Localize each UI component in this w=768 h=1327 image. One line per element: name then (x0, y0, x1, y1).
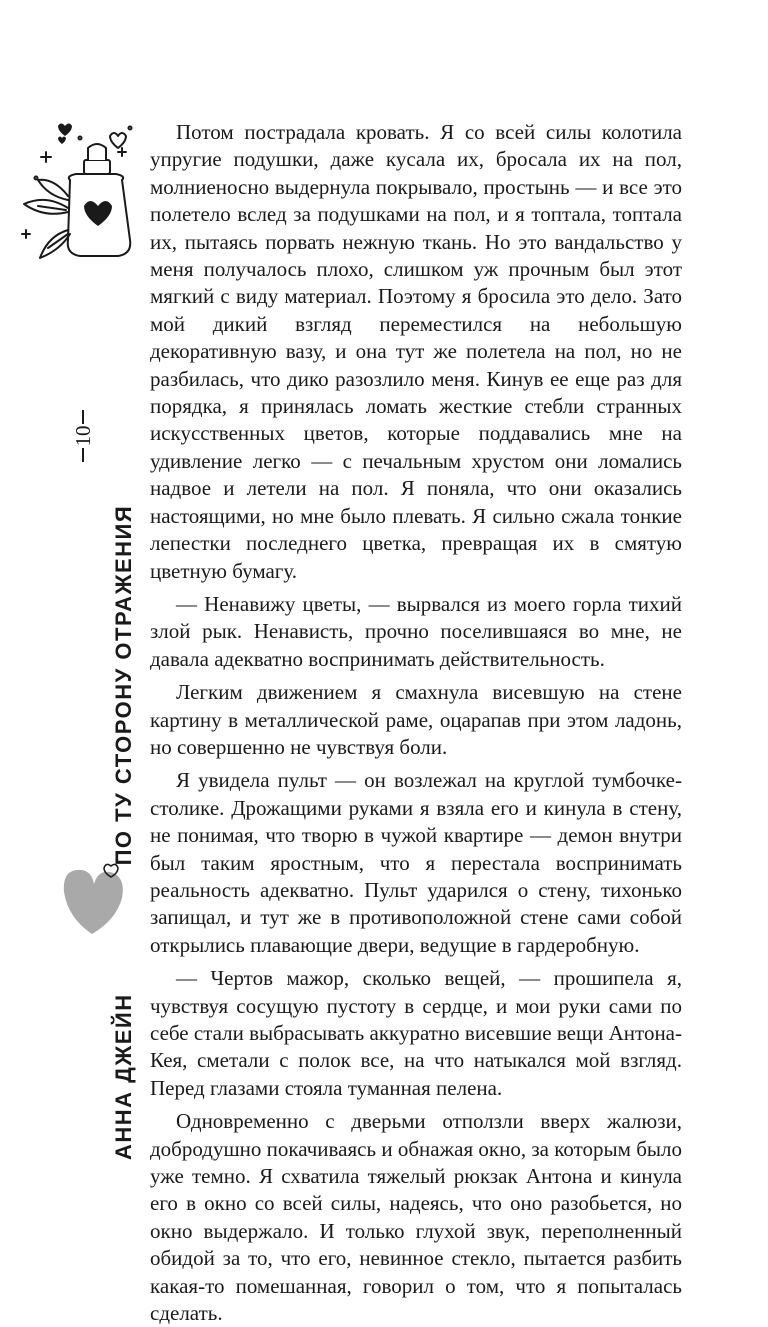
page-number (66, 410, 102, 462)
page-number-bottom-rule (82, 448, 84, 462)
paragraph: Легким движением я смахнула висевшую на стене картину в металлической раме, оцарапав при этом ладонь, но совершенно не чувствуя боли. (150, 680, 682, 759)
running-head (104, 505, 144, 1160)
running-head-spacer (104, 883, 144, 975)
paragraph: — Чертов мажор, сколько вещей, — прошипела я, чувствуя сосущую пустоту в сердце, и мои руки сами по себе стали выбрасывать аккуратно висевшие вещи Антона-Кея, сметали с полок все, на что натыкался мой взгляд. Перед глазами стояла туманная пелена. (150, 966, 682, 1100)
perfume-bottle-icon (18, 108, 138, 268)
paragraph: Одновременно с дверьми отползли вверх жалюзи, добродушно покачиваясь и обнажая окно, за которым было уже темно. Я схватила тяжелый рюкзак Антона и кинула его в окно со всей силы, надеясь, что оно разобьется, но окно выдержало. И только глухой звук, переполненный обидой за то, что его, невинное стекло, пытается разбить какая-то помешанная, говорил о том, что я попыталась сделать. (150, 1109, 682, 1326)
body-text (150, 119, 682, 1327)
paragraph: Потом пострадала кровать. Я со всей силы колотила упругие подушки, даже кусала их, бросала их на пол, молниеносно выдернула покрывало, простынь — и все это полетело вслед за подушками на пол, и я топтала, топтала их, пытаясь порвать нежную ткань. Но это вандальство у меня получалось плохо, слишком уж прочным был этот мягкий с виду материал. Поэтому я бросила это дело. Зато мой дикий взгляд переместился на небольшую декоративную вазу, и она тут же полетела на пол, но не разбилась, что дико разозлило меня. Кинув ее еще раз для порядка, я принялась ломать жесткие стебли странных искусственных цветов, которые поддавались мне на удивление легко — с печальным хрустом они ломались надвое и летели на пол. Я поняла, что они оказались настоящими, но мне было плевать. Я сильно сжала тонкие лепестки последнего цветка, превращая их в смятую цветную бумагу. (150, 120, 682, 583)
paragraph: — Ненавижу цветы, — вырвался из моего горла тихий злой рык. Ненависть, прочно поселившаяся во мне, не давала адекватно воспринимать действительность. (150, 591, 682, 671)
book-title: ПО ТУ СТОРОНУ ОТРАЖЕНИЯ (111, 504, 136, 866)
author-name: АННА ДЖЕЙН (111, 993, 136, 1160)
page-number-value: 10 (70, 425, 95, 447)
paragraph: Я увидела пульт — он возлежал на круглой тумбочке-столике. Дрожащими руками я взяла его и кинула в стену, не понимая, что творю в чужой квартире — демон внутри был таким яростным, что я перестала воспринимать реальность адекватно. Пульт ударился о стену, тихонько запищал, и тут же в противоположной стене сами собой открылись плавающие двери, ведущие в гардеробную. (150, 768, 682, 957)
